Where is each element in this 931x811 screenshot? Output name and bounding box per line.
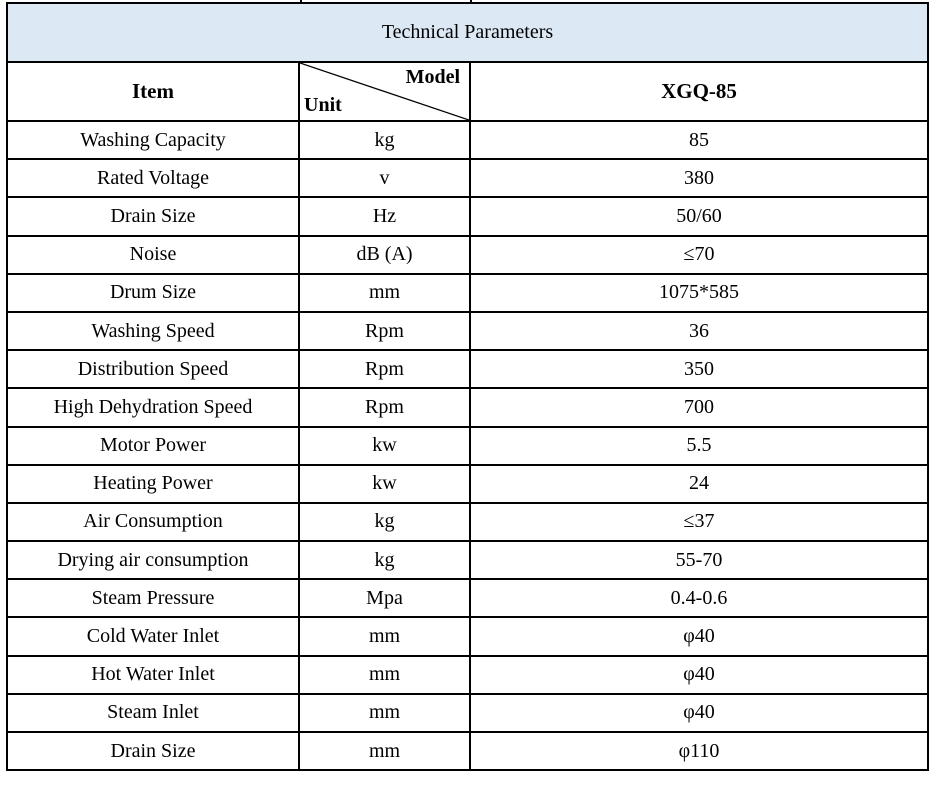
row-value-cell: 700 [470,388,928,426]
table-row [7,312,928,350]
header-model-unit-cell [299,62,470,121]
row-unit-cell: Rpm [299,388,470,426]
row-unit-cell: v [299,159,470,197]
row-value-cell: ≤37 [470,503,928,541]
row-item-cell: Noise [7,236,299,274]
row-unit-cell: kg [299,121,470,159]
table-row [7,121,928,159]
row-value-cell: 36 [470,312,928,350]
row-item-cell: Washing Capacity [7,121,299,159]
row-unit-cell: mm [299,694,470,732]
row-item-cell: Drum Size [7,274,299,312]
table-row [7,350,928,388]
row-value-cell: φ40 [470,656,928,694]
table-title-row [7,3,928,62]
table-row [7,541,928,579]
row-item-cell: Motor Power [7,427,299,465]
row-item-cell: Distribution Speed [7,350,299,388]
row-value-cell: 85 [470,121,928,159]
row-item-cell: Air Consumption [7,503,299,541]
row-unit-cell: mm [299,274,470,312]
table-row [7,694,928,732]
row-item-cell: Washing Speed [7,312,299,350]
table-row [7,388,928,426]
table-row [7,503,928,541]
row-value-cell: 55-70 [470,541,928,579]
row-value-cell: 1075*585 [470,274,928,312]
row-item-cell: Drain Size [7,197,299,235]
table-title: Technical Parameters [7,3,928,62]
table-row [7,274,928,312]
row-value-cell: 50/60 [470,197,928,235]
row-unit-cell: kg [299,503,470,541]
header-model-value: XGQ-85 [470,62,928,121]
header-unit-label: Unit [304,94,342,116]
row-value-cell: φ40 [470,694,928,732]
header-model-label: Model [405,66,460,88]
table-row [7,427,928,465]
row-item-cell: Steam Inlet [7,694,299,732]
row-item-cell: Drying air consumption [7,541,299,579]
table-header-row [7,62,928,121]
row-unit-cell: Hz [299,197,470,235]
table-row [7,197,928,235]
row-value-cell: 350 [470,350,928,388]
row-item-cell: Heating Power [7,465,299,503]
table-row [7,465,928,503]
table-row [7,159,928,197]
row-value-cell: 0.4-0.6 [470,579,928,617]
table-row [7,617,928,655]
row-unit-cell: kg [299,541,470,579]
row-value-cell: ≤70 [470,236,928,274]
row-value-cell: 380 [470,159,928,197]
row-unit-cell: Rpm [299,312,470,350]
row-value-cell: φ40 [470,617,928,655]
table-row [7,656,928,694]
row-item-cell: Hot Water Inlet [7,656,299,694]
row-item-cell: Rated Voltage [7,159,299,197]
table-row [7,236,928,274]
row-value-cell: φ110 [470,732,928,770]
header-item: Item [7,62,299,121]
row-item-cell: Steam Pressure [7,579,299,617]
row-item-cell: High Dehydration Speed [7,388,299,426]
technical-parameters-table [6,2,929,771]
row-value-cell: 5.5 [470,427,928,465]
row-unit-cell: mm [299,617,470,655]
table-row [7,732,928,770]
row-item-cell: Drain Size [7,732,299,770]
row-unit-cell: Mpa [299,579,470,617]
row-unit-cell: kw [299,465,470,503]
row-unit-cell: mm [299,656,470,694]
row-unit-cell: dB (A) [299,236,470,274]
row-value-cell: 24 [470,465,928,503]
table-row [7,579,928,617]
row-unit-cell: Rpm [299,350,470,388]
row-unit-cell: kw [299,427,470,465]
row-item-cell: Cold Water Inlet [7,617,299,655]
row-unit-cell: mm [299,732,470,770]
